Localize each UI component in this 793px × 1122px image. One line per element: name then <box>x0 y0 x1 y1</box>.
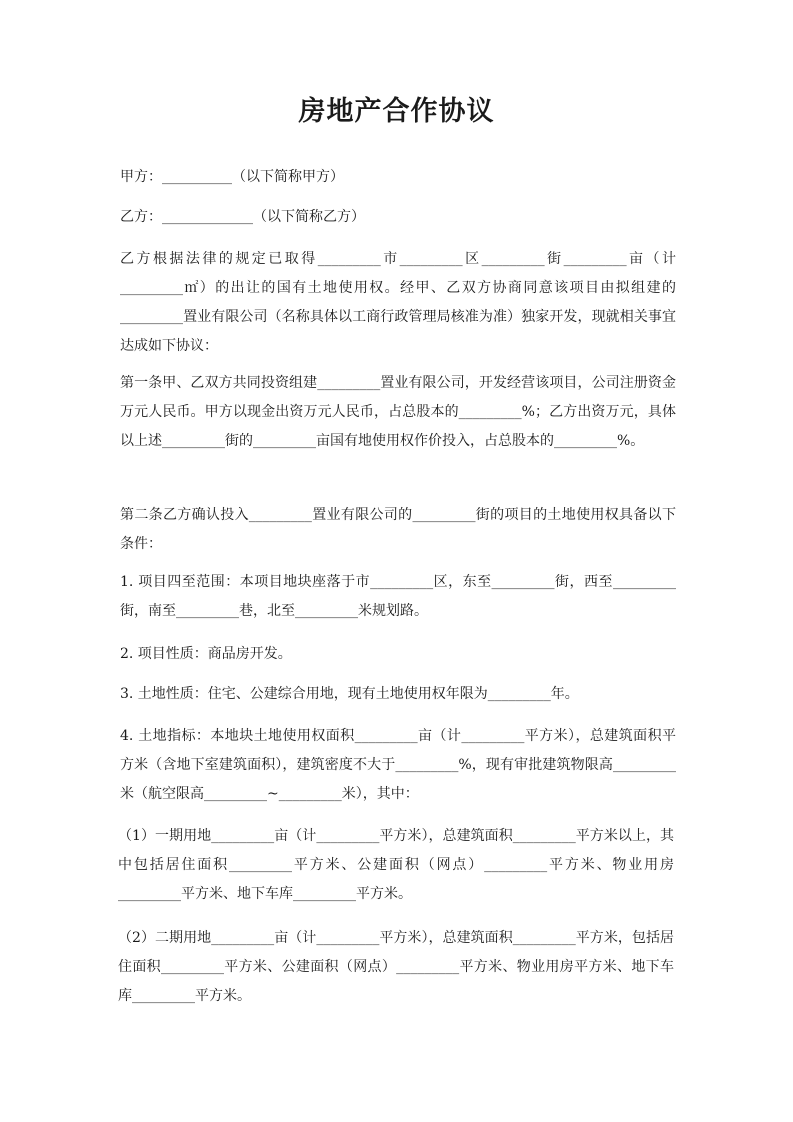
item-4-paragraph: 4. 土地指标：本地块土地使用权面积_________亩（计_________平方米），总建筑面积平方米（含地下室建筑面积），建筑密度不大于_________%，现有审批建筑物限高_________米（航空限高_________~_________米），其中： <box>120 728 676 802</box>
item-1-paragraph: 1. 项目四至范围：本项目地块座落于市_________区，东至_________街，西至_________街，南至_________巷，北至_________米规划路。 <box>120 574 676 619</box>
party-a-line: 甲方：__________（以下简称甲方） <box>120 169 344 185</box>
document-title: 房地产合作协议 <box>298 96 495 127</box>
phase-one-paragraph: （1）一期用地_________亩（计_________平方米），总建筑面积_________平方米以上，其中包括居住面积_________平方米、公建面积（网点）_________平方米、物业用房_________平方米、地下车库_________平方米。 <box>118 828 674 902</box>
party-b-line: 乙方：_____________（以下简称乙方） <box>120 209 365 225</box>
phase-two-paragraph: （2）二期用地_________亩（计_________平方米），总建筑面积_________平方米，包括居住面积_________平方米、公建面积（网点）_________平方米、物业用房平方米、地下车库_________平方米。 <box>118 930 674 1004</box>
article-two-paragraph: 第二条乙方确认投入_________置业有限公司的_________街的项目的土地使用权具备以下条件： <box>120 507 676 552</box>
article-one-paragraph: 第一条甲、乙双方共同投资组建_________置业有限公司，开发经营该项目，公司注册资金万元人民币。甲方以现金出资万元人民币，占总股本的_________%；乙方出资万元，具体以上述_________街的_________亩国有地使用权作价投入，占总股本的_________%。 <box>120 375 676 449</box>
item-3-paragraph: 3. 土地性质：住宅、公建综合用地，现有土地使用权年限为_________年。 <box>120 686 579 702</box>
item-2-paragraph: 2. 项目性质：商品房开发。 <box>120 646 292 662</box>
preamble-paragraph: 乙方根据法律的规定已取得_________市_________区_________街_________亩（计_________㎡）的出让的国有土地使用权。经甲、乙双方协商同意该项目由拟组建的_________置业有限公司（名称具体以工商行政管理局核准为准）独家开发，现就相关事宜达成如下协议： <box>120 251 676 354</box>
